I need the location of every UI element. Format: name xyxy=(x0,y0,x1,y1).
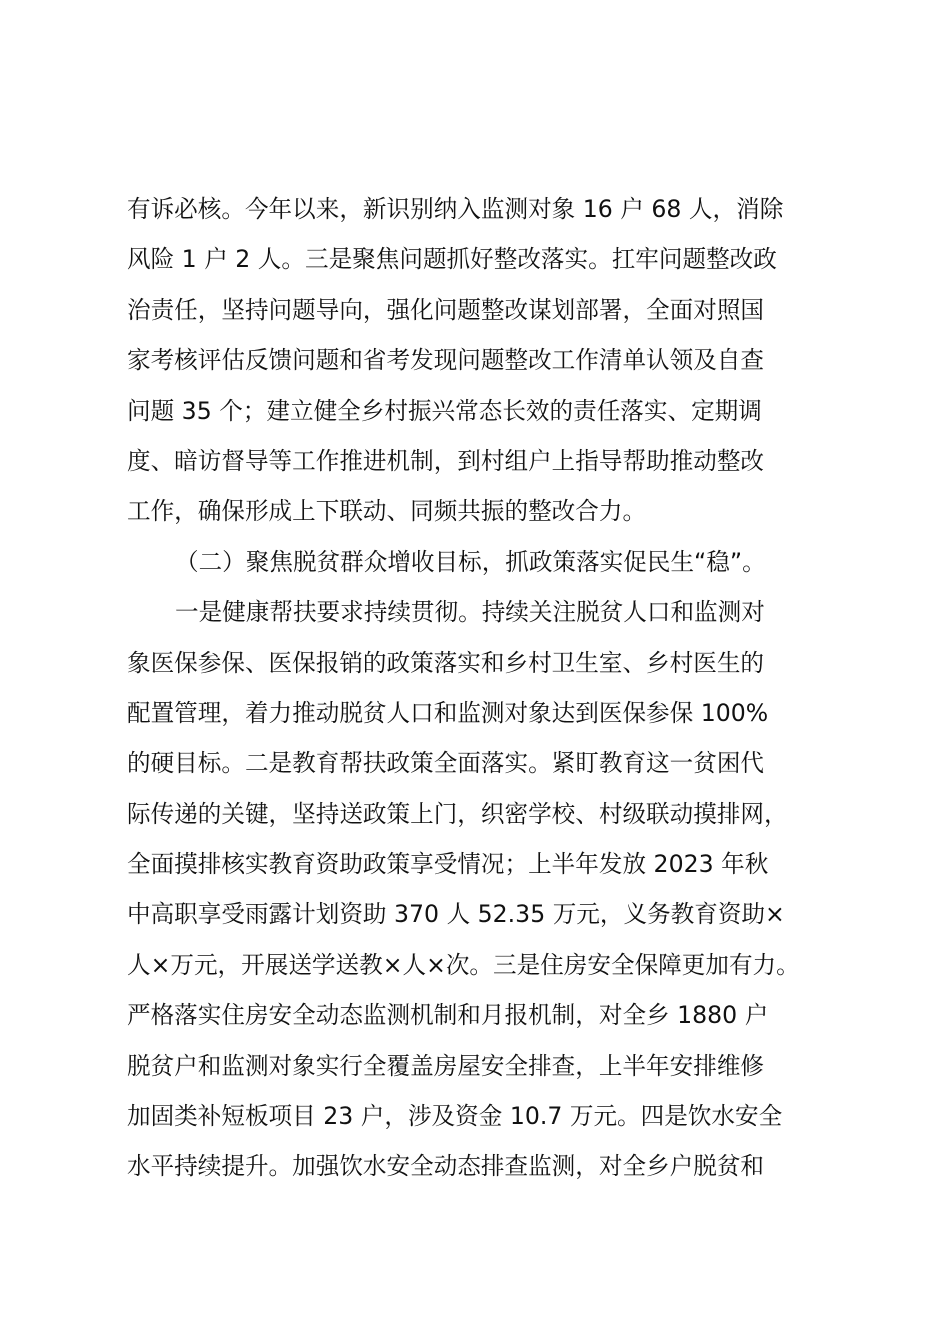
text-line-20: 水平持续提升。加强饮水安全动态排查监测，对全乡户脱贫和 xyxy=(127,1152,765,1181)
text-line-2: 风险 1 户 2 人。三是聚焦问题抓好整改落实。扛牢问题整改政 xyxy=(127,245,777,274)
text-line-19: 加固类补短板项目 23 户，涉及资金 10.7 万元。四是饮水安全 xyxy=(127,1102,783,1131)
text-line-7: 工作，确保形成上下联动、同频共振的整改合力。 xyxy=(127,497,647,526)
text-line-15: 中高职享受雨露计划资助 370 人 52.35 万元，义务教育资助× xyxy=(127,900,785,929)
text-line-18: 脱贫户和监测对象实行全覆盖房屋安全排查，上半年安排维修 xyxy=(127,1051,765,1080)
text-line-9: 一是健康帮扶要求持续贯彻。持续关注脱贫人口和监测对 xyxy=(175,598,765,627)
text-line-12: 的硬目标。二是教育帮扶政策全面落实。紧盯教育这一贫困代 xyxy=(127,749,765,778)
text-line-3: 治责任，坚持问题导向，强化问题整改谋划部署，全面对照国 xyxy=(127,295,765,324)
text-line-10: 象医保参保、医保报销的政策落实和乡村卫生室、乡村医生的 xyxy=(127,648,765,677)
text-line-1: 有诉必核。今年以来，新识别纳入监测对象 16 户 68 人，消除 xyxy=(127,195,784,223)
text-line-16: 人×万元，开展送学送教×人×次。三是住房安全保障更加有力。 xyxy=(127,950,800,979)
text-line-5: 问题 35 个；建立健全乡村振兴常态长效的责任落实、定期调 xyxy=(127,396,762,425)
text-line-4: 家考核评估反馈问题和省考发现问题整改工作清单认领及自查 xyxy=(127,346,765,375)
document-body xyxy=(127,184,847,1192)
text-line-6: 度、暗访督导等工作推进机制，到村组户上指导帮助推动整改 xyxy=(127,446,765,475)
text-line-11: 配置管理，着力推动脱贫人口和监测对象达到医保参保 100% xyxy=(127,698,769,727)
text-line-17: 严格落实住房安全动态监测机制和月报机制，对全乡 1880 户 xyxy=(127,1001,769,1030)
text-line-13: 际传递的关键，坚持送政策上门，织密学校、村级联动摸排网， xyxy=(127,799,788,828)
section-heading: （二）聚焦脱贫群众增收目标，抓政策落实促民生“稳”。 xyxy=(175,547,766,576)
text-line-14: 全面摸排核实教育资助政策享受情况；上半年发放 2023 年秋 xyxy=(127,850,769,879)
